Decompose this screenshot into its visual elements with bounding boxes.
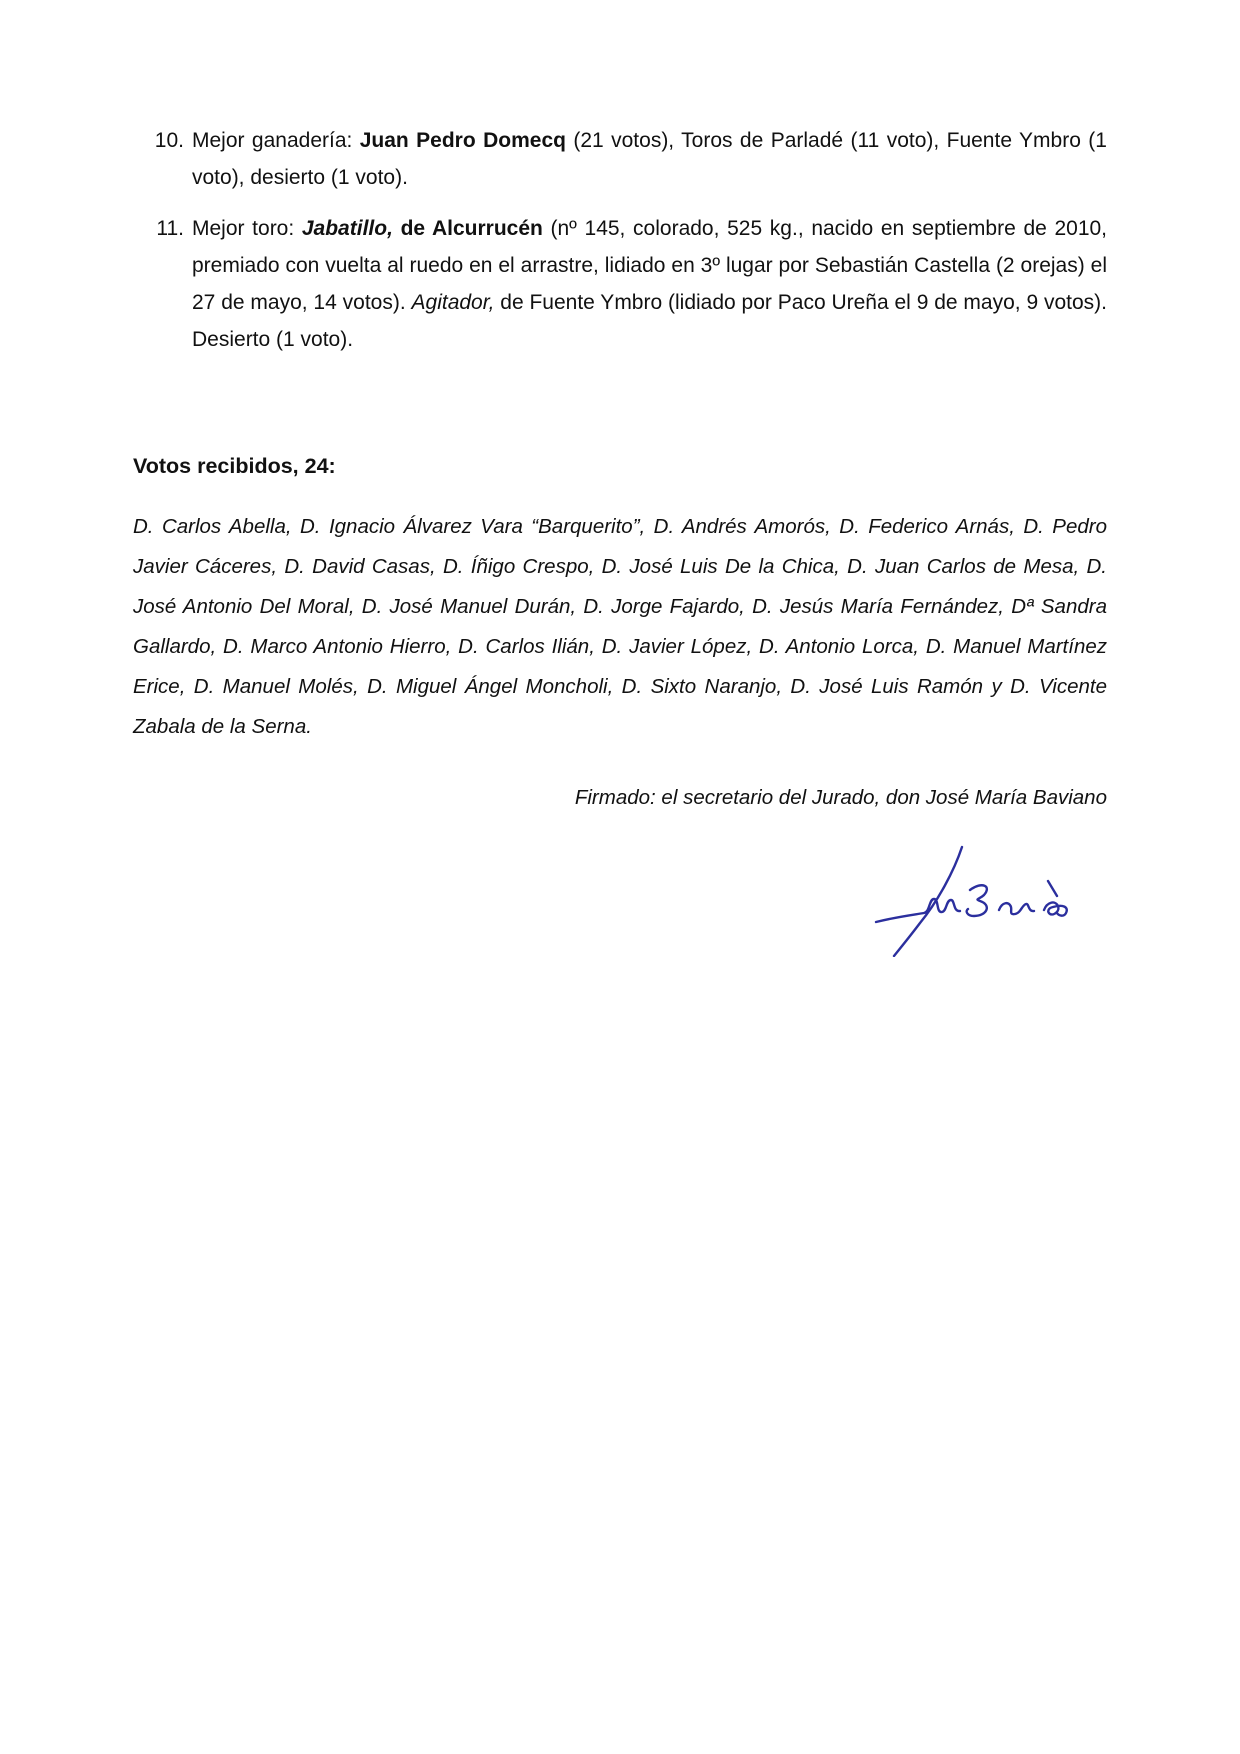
award-10-prefix: Mejor ganadería: xyxy=(192,129,360,152)
list-number-10: 10. xyxy=(154,129,184,152)
list-number-11: 11. xyxy=(156,217,184,240)
award-11-bull-name: Jabatillo, xyxy=(301,217,393,240)
award-text-mejor-ganaderia xyxy=(192,122,1107,196)
voters-list-paragraph: D. Carlos Abella, D. Ignacio Álvarez Vara “Barquerito”, D. Andrés Amorós, D. Federico Arnás, D. Pedro Javier Cáceres, D. David Casas, D. Íñigo Crespo, D. José Luis De la Chica, D. Juan Carlos de Mesa, D. José Antonio Del Moral, D. José Manuel Durán, D. Jorge Fajardo, D. Jesús María Fernández, Dª Sandra Gallardo, D. Marco Antonio Hierro, D. Carlos Ilián, D. Javier López, D. Antonio Lorca, D. Manuel Martínez Erice, D. Manuel Molés, D. Miguel Ángel Moncholi, D. Sixto Naranjo, D. José Luis Ramón y D. Vicente Zabala de la Serna. xyxy=(133,515,1107,738)
signature-b-stroke xyxy=(967,885,987,916)
signature-area xyxy=(133,817,1107,957)
award-11-prefix: Mejor toro: xyxy=(192,217,302,240)
signature-end-stroke xyxy=(1044,903,1067,916)
signature-au-stroke xyxy=(999,903,1034,914)
handwritten-signature-image xyxy=(854,817,1079,957)
award-11-second-bull: Agitador, xyxy=(411,291,495,314)
signature-accent-stroke xyxy=(1048,881,1057,896)
signature-strokes xyxy=(876,847,1067,956)
signature-underline-stroke xyxy=(876,899,960,922)
votes-received-heading: Votos recibidos, 24: xyxy=(133,454,336,478)
award-10-rest: (21 votos), Toros de Parladé (11 voto), Fuente Ymbro (1 voto), desierto (1 voto). xyxy=(192,129,1107,189)
award-item-mejor-ganaderia xyxy=(133,122,1107,196)
award-11-details: (nº 145, colorado, 525 kg., nacido en septiembre de 2010, premiado con vuelta al ruedo en el arrastre, lidiado en 3º lugar por Sebastián Castella (2 orejas) el 27 de mayo, 14 votos). xyxy=(192,217,1108,314)
award-text-mejor-toro xyxy=(192,210,1107,358)
signed-by-line: Firmado: el secretario del Jurado, don José María Baviano xyxy=(574,786,1107,809)
award-11-second-rest: de Fuente Ymbro (lidiado por Paco Ureña el 9 de mayo, 9 votos). Desierto (1 voto). xyxy=(192,291,1107,351)
award-list xyxy=(133,122,1107,358)
award-item-mejor-toro xyxy=(133,210,1107,358)
award-11-ranch: de Alcurrucén xyxy=(392,217,543,240)
award-10-winner: Juan Pedro Domecq xyxy=(359,129,566,152)
